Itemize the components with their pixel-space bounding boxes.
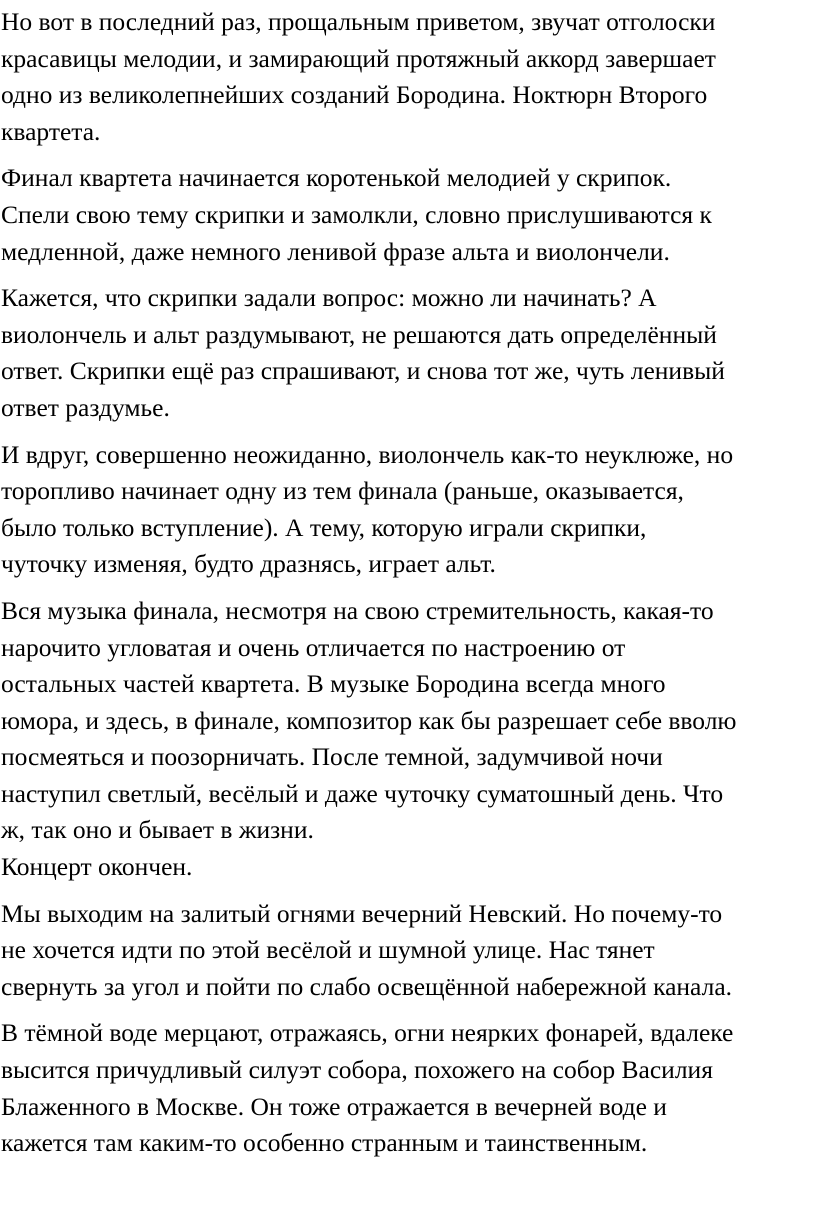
text-line: медленной, даже немного ленивой фразе альта и виолончели. <box>1 236 670 266</box>
text-line: остальных частей квартета. В музыке Бородина всегда много <box>1 669 666 699</box>
text-line: ответ раздумье. <box>1 392 170 422</box>
text-line: не хочется идти по этой весёлой и шумной улице. Нас тянет <box>1 935 655 965</box>
text-line: торопливо начинает одну из тем финала (раньше, оказывается, <box>1 476 684 506</box>
paragraph-4 <box>1 437 810 583</box>
text-line: Спели свою тему скрипки и замолкли, словно прислушиваются к <box>1 199 712 229</box>
paragraph-3 <box>1 280 810 426</box>
text-line: наступил светлый, весёлый и даже чуточку суматошный день. Что <box>1 778 724 808</box>
text-line: красавицы мелодии, и замирающий протяжный аккорд завершает <box>1 43 716 73</box>
text-line: посмеяться и поозорничать. После темной, задумчивой ночи <box>1 742 663 772</box>
text-line: В тёмной воде мерцают, отражаясь, огни неярких фонарей, вдалеке <box>1 1018 734 1048</box>
text-line: Финал квартета начинается коротенькой мелодией у скрипок. <box>1 163 672 193</box>
text-line: чуточку изменяя, будто дразнясь, играет альт. <box>1 549 496 579</box>
text-line: виолончель и альт раздумывают, не решаются дать определённый <box>1 319 717 349</box>
text-line: высится причудливый силуэт собора, похожего на собор Василия <box>1 1055 713 1085</box>
text-line: квартета. <box>1 116 101 146</box>
text-line: ответ. Скрипки ещё раз спрашивают, и снова тот же, чуть ленивый <box>1 356 725 386</box>
text-line: юмора, и здесь, в финале, композитор как бы разрешает себе вволю <box>1 705 737 735</box>
text-line: Блаженного в Москве. Он тоже отражается в вечерней воде и <box>1 1091 667 1121</box>
text-line: Но вот в последний раз, прощальным приветом, звучат отголоски <box>1 7 716 36</box>
paragraph-5 <box>1 593 810 886</box>
paragraph-6 <box>1 896 810 1006</box>
text-line: Кажется, что скрипки задали вопрос: можно ли начинать? А <box>1 283 657 313</box>
text-line: Мы выходим на залитый огнями вечерний Невский. Но почему-то <box>1 898 723 928</box>
text-line: И вдруг, совершенно неожиданно, виолончель как-то неуклюже, но <box>1 439 734 469</box>
text-line: свернуть за угол и пойти по слабо освещённой набережной канала. <box>1 971 733 1001</box>
text-line: нарочито угловатая и очень отличается по настроению от <box>1 632 626 662</box>
text-line: кажется там каким-то особенно странным и таинственным. <box>1 1128 648 1158</box>
text-line: Вся музыка финала, несмотря на свою стремительность, какая-то <box>1 595 714 625</box>
paragraph-2 <box>1 160 810 270</box>
paragraph-7 <box>1 1015 810 1161</box>
text-line: Концерт окончен. <box>1 852 193 882</box>
text-line: одно из великолепнейших созданий Бородина. Ноктюрн Второго <box>1 80 708 110</box>
paragraph-1 <box>1 4 810 150</box>
text-line: ж, так оно и бывает в жизни. <box>1 815 314 845</box>
text-line: было только вступление). А тему, которую играли скрипки, <box>1 512 647 542</box>
